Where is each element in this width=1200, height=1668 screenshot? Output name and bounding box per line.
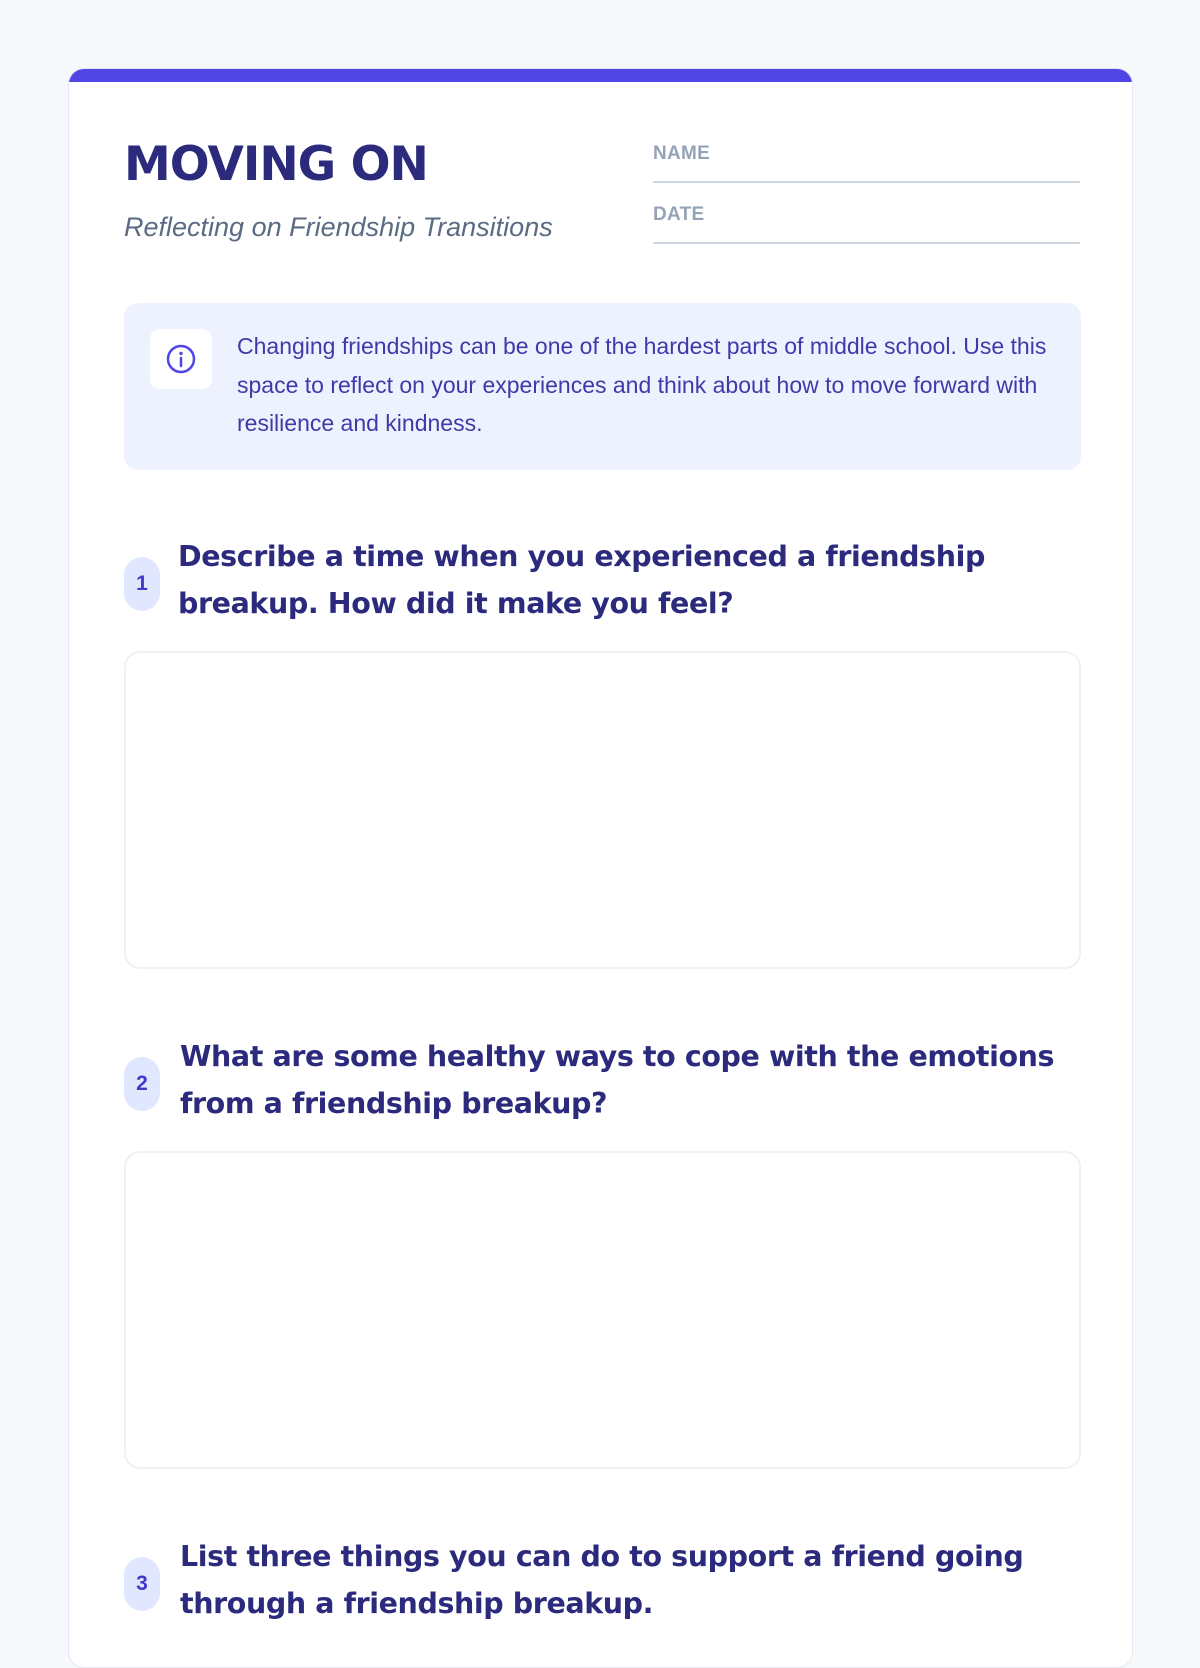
accent-top-bar [69,69,1132,82]
question-text: What are some healthy ways to cope with the emotions from a friendship breakup? [180,1040,1055,1120]
question-number-badge: 1 [124,557,160,611]
page-title: MOVING ON [124,137,428,192]
worksheet-card [68,68,1133,1668]
info-icon-container [150,329,212,389]
name-field[interactable] [653,141,1080,183]
info-text: Changing friendships can be one of the hardest parts of middle school. Use this space to reflect on your experiences and think about how to move forward with resilience and kindness. [237,333,1047,436]
question-text: List three things you can do to support a friend going through a friendship breakup. [180,1540,1024,1620]
question-number-badge: 3 [124,1557,160,1611]
page-subtitle: Reflecting on Friendship Transitions [124,212,553,242]
date-field[interactable] [653,202,1080,244]
info-circle-icon [165,343,197,375]
question-text: Describe a time when you experienced a friendship breakup. How did it make you feel? [178,540,985,620]
name-field-label: NAME [653,143,711,164]
answer-field-1[interactable] [124,651,1081,969]
question-number-badge: 2 [124,1057,160,1111]
answer-field-2[interactable] [124,1151,1081,1469]
info-callout [124,303,1081,470]
date-field-label: DATE [653,204,705,225]
